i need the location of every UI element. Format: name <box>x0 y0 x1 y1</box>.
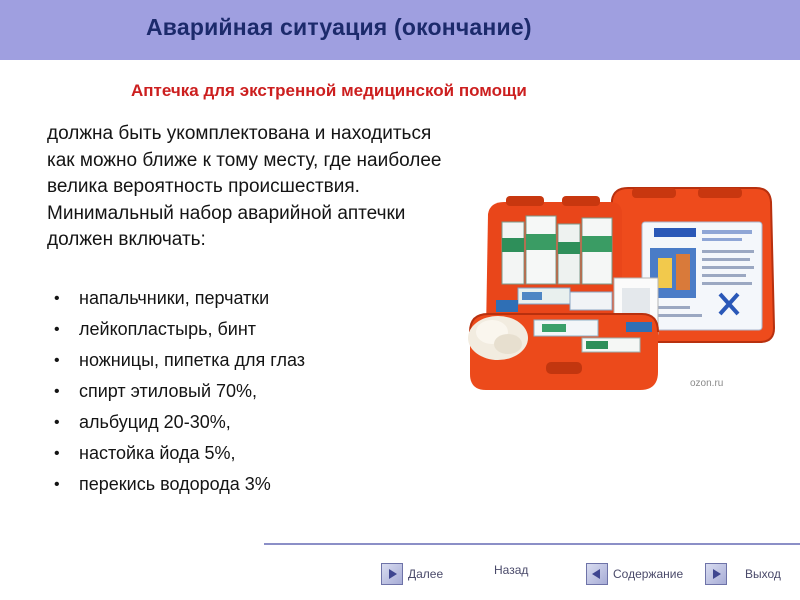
exit-label: Выход <box>745 567 781 581</box>
intro-paragraph: должна быть укомплектована и находиться как можно ближе к тому месту, где наиболее велика вероятность происшествия. Минимальный набор аварийной аптечки должен включать: <box>47 123 442 250</box>
contents-button[interactable] <box>586 563 683 585</box>
next-button[interactable] <box>381 563 443 585</box>
header-bar <box>0 0 800 60</box>
list-item: • спирт этиловый 70%, <box>47 376 305 407</box>
back-button[interactable] <box>494 563 528 577</box>
footer-divider <box>264 543 800 545</box>
image-watermark: ozon.ru <box>690 378 724 389</box>
play-back-icon <box>586 563 608 585</box>
list-item: • альбуцид 20-30%, <box>47 407 305 438</box>
section-subtitle: Аптечка для экстренной медицинской помощи <box>131 81 527 100</box>
list-item: • перекись водорода 3% <box>47 469 305 500</box>
slide-title: Аварийная ситуация (окончание) <box>146 14 532 40</box>
first-aid-kit-image <box>462 182 778 402</box>
next-label: Далее <box>408 567 444 581</box>
play-forward-icon <box>381 563 403 585</box>
list-item: • настойка йода 5%, <box>47 438 305 469</box>
exit-button[interactable] <box>705 563 781 585</box>
kit-contents-list <box>47 283 305 500</box>
list-item: • лейкопластырь, бинт <box>47 314 305 345</box>
back-label: Назад <box>494 563 529 577</box>
play-forward-icon <box>705 563 727 585</box>
list-item: • напальчники, перчатки <box>47 283 305 314</box>
contents-label: Содержание <box>613 567 684 581</box>
list-item: • ножницы, пипетка для глаз <box>47 345 305 376</box>
